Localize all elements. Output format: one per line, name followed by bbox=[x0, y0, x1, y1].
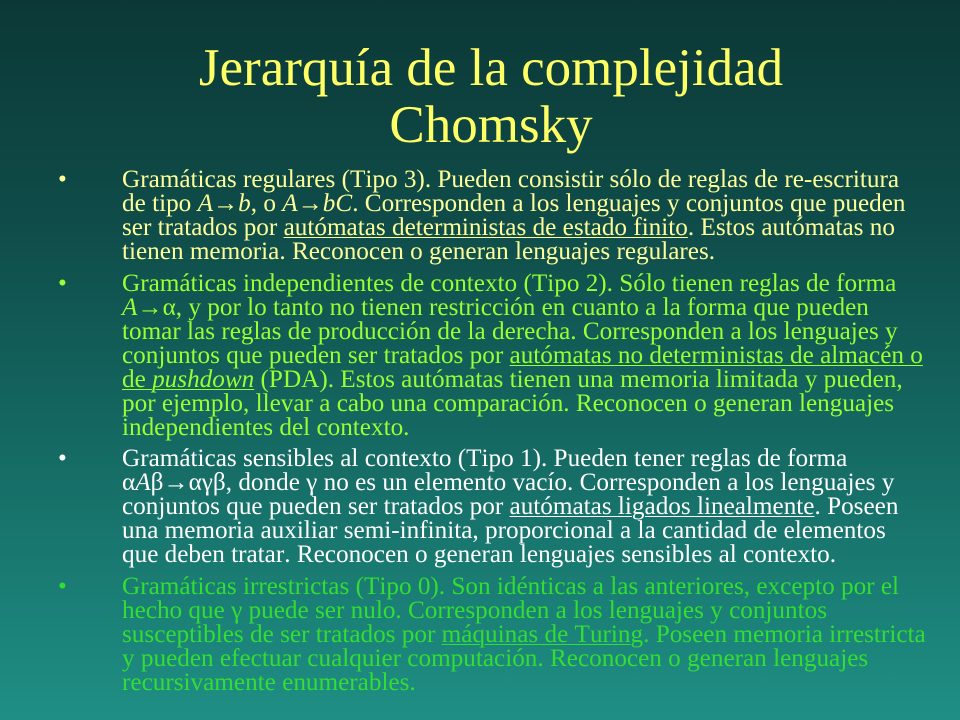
math-variable: A bbox=[135, 469, 151, 496]
math-variable: A bbox=[282, 190, 298, 217]
text-run: (PDA). Estos autómatas tienen una memoria limitada y pueden, por ejemplo, llevar a cabo una comparación. Reconocen o generan lenguajes independientes del contexto. bbox=[122, 365, 903, 441]
text-run: Gramáticas sensibles al contexto (Tipo 1). Pueden tener reglas de forma α bbox=[122, 445, 848, 496]
text-run: → bbox=[297, 190, 323, 217]
text-run: Gramáticas irrestrictas (Tipo 0). Son idénticas a las anteriores, excepto por el hecho que γ puede ser nulo. Corresponden a los lenguajes y conjuntos susceptibles de ser tratados por bbox=[122, 572, 900, 648]
bullet-list bbox=[0, 168, 960, 702]
math-variable: A bbox=[197, 190, 213, 217]
title-line-2: Chomsky bbox=[389, 96, 593, 154]
math-variable: A bbox=[122, 293, 138, 321]
bullet-marker: • bbox=[58, 445, 67, 472]
bullet-text bbox=[122, 166, 906, 265]
text-run: → bbox=[212, 190, 239, 217]
hyperlink[interactable]: pushdown bbox=[152, 365, 255, 393]
hyperlink[interactable]: máquinas de Turing bbox=[441, 620, 644, 648]
hyperlink[interactable]: autómatas no deterministas de almacén o de bbox=[122, 341, 923, 393]
text-run: . Poseen memoria irrestricta y pueden efectuar cualquier computación. Reconocen o generan lenguajes recursivamente enumerables. bbox=[122, 620, 926, 696]
bullet-item bbox=[0, 168, 960, 264]
bullet-item bbox=[0, 269, 960, 441]
bullet-marker: • bbox=[58, 269, 67, 297]
text-run: . Corresponden a los lenguajes y conjuntos que pueden ser tratados por bbox=[122, 190, 906, 241]
text-run: . Poseen una memoria auxiliar semi-infinita, proporcional a la cantidad de elementos que deben tratar. Reconocen o generan lenguajes sensibles al contexto. bbox=[122, 493, 899, 568]
bullet-item bbox=[0, 572, 960, 696]
text-run: β→αγβ, donde γ no es un elemento vacío. Corresponden a los lenguajes y conjuntos que pueden ser tratados por bbox=[122, 469, 895, 520]
math-variable: bC bbox=[322, 190, 353, 217]
bullet-text bbox=[122, 445, 898, 568]
text-run: →α bbox=[137, 293, 176, 321]
text-run: , y por lo tanto no tienen restricción en cuanto a la forma que pueden tomar las reglas de producción de la derecha. Corresponden a los lenguajes y conjuntos que pueden ser tratados por bbox=[122, 293, 898, 369]
text-run: , o bbox=[250, 190, 283, 217]
text-run: . Estos autómatas no tienen memoria. Reconocen o generan lenguajes regulares. bbox=[122, 214, 895, 265]
bullet-text bbox=[122, 270, 923, 441]
bullet-item bbox=[0, 447, 960, 567]
bullet-text bbox=[122, 573, 926, 696]
hyperlink[interactable]: autómatas ligados linealmente bbox=[509, 493, 815, 520]
text-run: Gramáticas independientes de contexto (Tipo 2). Sólo tienen reglas de forma bbox=[122, 269, 897, 297]
text-run: Gramáticas regulares (Tipo 3). Pueden consistir sólo de reglas de re-escritura de tipo bbox=[122, 166, 900, 217]
bullet-marker: • bbox=[58, 572, 67, 600]
math-variable: b bbox=[238, 190, 251, 217]
slide-title bbox=[56, 40, 926, 154]
bullet-marker: • bbox=[58, 166, 67, 193]
title-line-1: Jerarquía de la complejidad bbox=[198, 39, 784, 97]
hyperlink[interactable]: autómatas deterministas de estado finito bbox=[283, 214, 688, 241]
